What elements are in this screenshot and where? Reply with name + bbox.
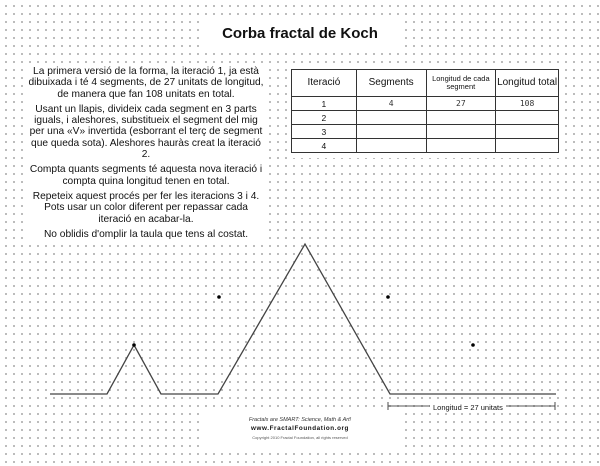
instruction-paragraph: Usant un llapis, divideix cada segment en 3 parts iguals, i aleshores, substitueix el segment del mig per una «V» invertida (esborrant el terç de segment que queda sota). Aleshores hauràs creat la iteració 2. (29, 103, 263, 161)
guide-dot (471, 343, 475, 347)
cell-iteracio: 4 (292, 139, 357, 153)
instruction-paragraph: Compta quants segments té aquesta nova iteració i compta quina longitud tenen en total. (29, 164, 263, 187)
cell-longitud-total[interactable]: 108 (496, 97, 559, 111)
koch-curve-iteration-1 (50, 244, 556, 394)
instruction-paragraph: Repeteix aquest procés per fer les iteracions 3 i 4. Pots usar un color diferent per repassar cada iteració en acabar-la. (32, 190, 260, 225)
footer-url: www.FractalFoundation.org (250, 425, 350, 432)
footer-copyright: Copyright 2010 Fractal Foundation, all rights reserved (252, 435, 348, 440)
cell-longitud-segment[interactable]: 27 (426, 97, 496, 111)
cell-iteracio: 1 (292, 97, 357, 111)
length-label: Longitud = 27 unitats (430, 403, 506, 412)
footer-tagline: Fractals are SMART: Science, Math & Art! (248, 417, 352, 423)
header-longitud-total: Longitud total (496, 70, 559, 97)
guide-dot (386, 295, 390, 299)
cell-segments[interactable]: 4 (356, 97, 426, 111)
header-segments: Segments (356, 70, 426, 97)
footer (200, 412, 400, 448)
cell-iteracio: 2 (292, 111, 357, 125)
guide-dot (217, 295, 221, 299)
cell-iteracio: 3 (292, 125, 357, 139)
header-longitud-segment: Longitud de cada segment (426, 70, 496, 97)
instruction-paragraph: No oblidis d'omplir la taula que tens al costat. (43, 228, 249, 240)
page-title: Corba fractal de Koch (222, 24, 378, 42)
header-iteracio: Iteració (292, 70, 357, 97)
guide-dot (132, 343, 136, 347)
instruction-paragraph: La primera versió de la forma, la iteració 1, ja està dibuixada i té 4 segments, de 27 unitats de longitud, de manera que fan 108 unitats en total. (28, 66, 264, 100)
